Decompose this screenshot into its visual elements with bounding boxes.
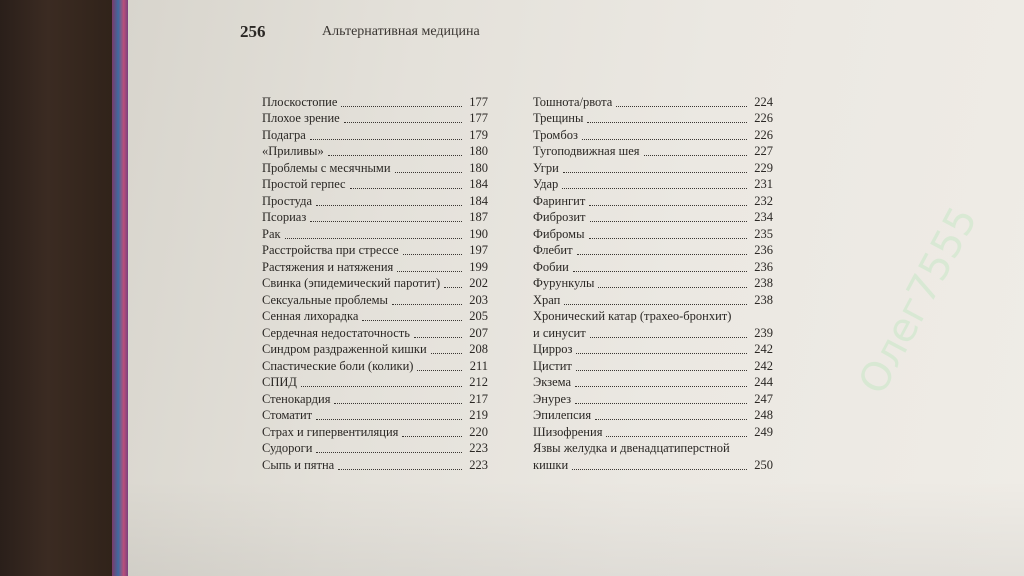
toc-entry-title: Цирроз <box>533 342 573 356</box>
dot-leader <box>644 155 747 156</box>
toc-entry <box>533 143 773 160</box>
dot-leader <box>414 337 462 338</box>
toc-entry-title: Фарингит <box>533 193 586 208</box>
toc-entry-title: Удар <box>533 177 559 191</box>
toc-entry-title: Сенная лихорадка <box>262 309 359 323</box>
toc-entry <box>533 192 773 209</box>
toc-entry <box>533 110 773 127</box>
toc-entry-title: Стоматит <box>262 408 313 422</box>
toc-entry-page: 179 <box>469 127 488 142</box>
toc-entry-page: 227 <box>754 144 773 158</box>
toc-entry-title: Фиброзит <box>533 210 586 224</box>
toc-entry-page: 208 <box>469 342 488 356</box>
toc-entry-title: Сексуальные проблемы <box>262 292 388 307</box>
toc-entry <box>262 308 488 325</box>
toc-entry <box>262 291 488 308</box>
toc-entry <box>533 291 773 308</box>
toc-entry-title: кишки <box>533 457 569 472</box>
toc-entry <box>533 93 773 110</box>
toc-entry-title: Рак <box>262 226 281 241</box>
toc-entry <box>262 390 488 407</box>
toc-entry-title: Тромбоз <box>533 127 578 142</box>
dot-leader <box>397 271 462 272</box>
toc-entry-page: 238 <box>754 292 773 307</box>
toc-right-column <box>533 93 773 473</box>
toc-entry-title: Эпилепсия <box>533 408 592 422</box>
toc-entry-page: 184 <box>469 193 488 208</box>
toc-entry-title: Стенокардия <box>262 391 331 406</box>
toc-entry-title: и синусит <box>533 325 586 340</box>
toc-entry <box>533 407 773 424</box>
toc-entry <box>533 324 773 341</box>
toc-entry-page: 229 <box>754 160 773 175</box>
dot-leader <box>577 254 747 255</box>
toc-entry <box>533 225 773 242</box>
table-surface <box>0 0 120 576</box>
toc-entry <box>533 159 773 176</box>
dot-leader <box>573 271 747 272</box>
dot-leader <box>575 403 747 404</box>
toc-entry <box>533 390 773 407</box>
toc-entry <box>262 456 488 473</box>
toc-entry <box>262 110 488 127</box>
dot-leader <box>444 287 462 288</box>
toc-entry <box>262 192 488 209</box>
toc-entry-title: Сыпь и пятна <box>262 457 335 472</box>
toc-entry-title: Плохое зрение <box>262 111 340 125</box>
toc-entry-title: Синдром раздраженной кишки <box>262 342 427 356</box>
toc-entry-title: Свинка (эпидемический паротит) <box>262 276 441 290</box>
toc-entry-title: Судороги <box>262 441 313 455</box>
dot-leader <box>606 436 747 437</box>
toc-entry <box>533 258 773 275</box>
dot-leader <box>587 122 747 123</box>
toc-entry-title-line: Хронический катар (трахео-бронхит) <box>533 309 732 323</box>
dot-leader <box>338 469 462 470</box>
toc-entry-page: 207 <box>469 325 488 340</box>
toc-entry-page: 212 <box>469 375 488 389</box>
toc-entry <box>262 357 488 374</box>
toc-entry-page: 202 <box>469 276 488 290</box>
toc-entry-title: Цистит <box>533 358 572 373</box>
toc-entry-page: 224 <box>754 94 773 109</box>
toc-entry-title: Проблемы с месячными <box>262 160 391 175</box>
dot-leader <box>301 386 462 387</box>
running-title: Альтернативная медицина <box>322 24 480 39</box>
toc-entry <box>262 159 488 176</box>
toc-entry-title: Фурункулы <box>533 276 595 290</box>
toc-entry-title-line: Язвы желудка и двенадцатиперстной <box>533 441 730 455</box>
dot-leader <box>402 436 462 437</box>
toc-entry-title: «Приливы» <box>262 144 324 158</box>
toc-entry-title: Растяжения и натяжения <box>262 259 394 274</box>
toc-entry-page: 232 <box>754 193 773 208</box>
toc-entry-page: 177 <box>469 111 488 125</box>
toc-entry <box>262 126 488 143</box>
toc-entry-title: Подагра <box>262 127 306 142</box>
toc-entry <box>262 258 488 275</box>
toc-entry-page: 187 <box>469 210 488 224</box>
toc-entry-title: Страх и гипервентиляция <box>262 424 399 439</box>
dot-leader <box>582 139 747 140</box>
dot-leader <box>344 122 462 123</box>
toc-entry-title: Простой герпес <box>262 177 346 191</box>
dot-leader <box>595 419 747 420</box>
watermark: Олег7555 <box>850 199 987 402</box>
toc-entry <box>533 242 773 259</box>
dot-leader <box>576 370 747 371</box>
toc-entry <box>262 225 488 242</box>
toc-entry <box>262 374 488 391</box>
toc-entry <box>533 209 773 226</box>
toc-entry <box>533 341 773 358</box>
dot-leader <box>334 403 462 404</box>
page-number: 256 <box>240 22 266 41</box>
toc-entry <box>262 209 488 226</box>
dot-leader <box>395 172 462 173</box>
toc-entry <box>262 324 488 341</box>
dot-leader <box>392 304 462 305</box>
toc-entry-page: 226 <box>754 111 773 125</box>
dot-leader <box>575 386 747 387</box>
dot-leader <box>310 221 462 222</box>
dot-leader <box>310 139 462 140</box>
toc-entry-page: 205 <box>469 309 488 323</box>
toc-entry-title: Спастические боли (колики) <box>262 358 414 373</box>
toc-entry <box>262 407 488 424</box>
dot-leader <box>562 188 747 189</box>
toc-entry-title: Шизофрения <box>533 424 603 439</box>
toc-entry-page: 250 <box>754 457 773 472</box>
toc-entry-page: 226 <box>754 127 773 142</box>
dot-leader <box>341 106 462 107</box>
toc-entry <box>262 242 488 259</box>
toc-entry-page: 199 <box>469 259 488 274</box>
toc-entry <box>533 374 773 391</box>
toc-entry-page: 238 <box>754 276 773 290</box>
dot-leader <box>564 304 747 305</box>
dot-leader <box>598 287 747 288</box>
dot-leader <box>563 172 747 173</box>
dot-leader <box>590 337 747 338</box>
toc-entry-page: 219 <box>469 408 488 422</box>
dot-leader <box>572 469 747 470</box>
toc-left-column <box>262 93 488 473</box>
toc-entry-page: 223 <box>469 441 488 455</box>
toc-entry <box>262 341 488 358</box>
toc-entry-page: 248 <box>754 408 773 422</box>
toc-entry-page: 180 <box>469 160 488 175</box>
toc-entry <box>262 423 488 440</box>
dot-leader <box>576 353 747 354</box>
dot-leader <box>431 353 462 354</box>
page-shadow <box>128 480 1024 576</box>
toc-entry-page: 244 <box>754 375 773 389</box>
toc-entry-page: 177 <box>469 94 488 109</box>
dot-leader <box>616 106 747 107</box>
toc-entry <box>533 126 773 143</box>
toc-entry <box>262 275 488 292</box>
toc-entry-page: 239 <box>754 325 773 340</box>
toc-entry <box>262 440 488 457</box>
toc-entry <box>533 423 773 440</box>
dot-leader <box>417 370 462 371</box>
toc-entry-page: 223 <box>469 457 488 472</box>
dot-leader <box>589 238 748 239</box>
toc-entry-title: Сердечная недостаточность <box>262 325 410 340</box>
toc-entry <box>533 275 773 292</box>
toc-entry-page: 242 <box>754 342 773 356</box>
dot-leader <box>350 188 462 189</box>
toc-entry <box>262 93 488 110</box>
dot-leader <box>403 254 462 255</box>
toc-entry-page: 236 <box>754 243 773 257</box>
dot-leader <box>590 221 747 222</box>
toc-entry-title: Плоскостопие <box>262 94 338 109</box>
toc-entry <box>262 143 488 160</box>
toc-entry <box>533 176 773 193</box>
toc-entry-title: СПИД <box>262 375 297 389</box>
toc-entry-page: 231 <box>754 177 773 191</box>
toc-entry-title: Псориаз <box>262 210 307 224</box>
toc-entry-title: Флебит <box>533 243 573 257</box>
dot-leader <box>316 419 462 420</box>
toc-entry-page: 220 <box>469 424 488 439</box>
toc-entry-title: Экзема <box>533 375 572 389</box>
toc-entry-page: 211 <box>469 358 488 373</box>
toc-entry-page: 242 <box>754 358 773 373</box>
toc-entry-title: Расстройства при стрессе <box>262 243 399 257</box>
dot-leader <box>316 205 462 206</box>
toc-entry-title: Энурез <box>533 391 572 406</box>
toc-entry-title: Фобии <box>533 259 569 274</box>
toc-entry-page: 236 <box>754 259 773 274</box>
toc-entry-title: Тошнота/рвота <box>533 94 613 109</box>
toc-entry-page: 249 <box>754 424 773 439</box>
toc-entry-title: Трещины <box>533 111 584 125</box>
toc-entry-page: 234 <box>754 210 773 224</box>
toc-entry-page: 247 <box>754 391 773 406</box>
toc-entry-page: 190 <box>469 226 488 241</box>
toc-entry-title: Угри <box>533 160 559 175</box>
toc-entry <box>262 176 488 193</box>
toc-entry-title: Храп <box>533 292 561 307</box>
dot-leader <box>285 238 462 239</box>
toc-entry-page: 203 <box>469 292 488 307</box>
dot-leader <box>362 320 462 321</box>
toc-entry-title: Фибромы <box>533 226 585 241</box>
toc-entry-title: Простуда <box>262 193 313 208</box>
toc-entry-page: 180 <box>469 144 488 158</box>
toc-entry-page: 235 <box>754 226 773 241</box>
dot-leader <box>589 205 747 206</box>
toc-entry <box>533 357 773 374</box>
toc-entry-page: 197 <box>469 243 488 257</box>
toc-entry-title: Тугоподвижная шея <box>533 144 640 158</box>
toc-entry-page: 184 <box>469 177 488 191</box>
dot-leader <box>328 155 462 156</box>
toc-entry <box>533 456 773 473</box>
dot-leader <box>316 452 462 453</box>
toc-entry-page: 217 <box>469 391 488 406</box>
